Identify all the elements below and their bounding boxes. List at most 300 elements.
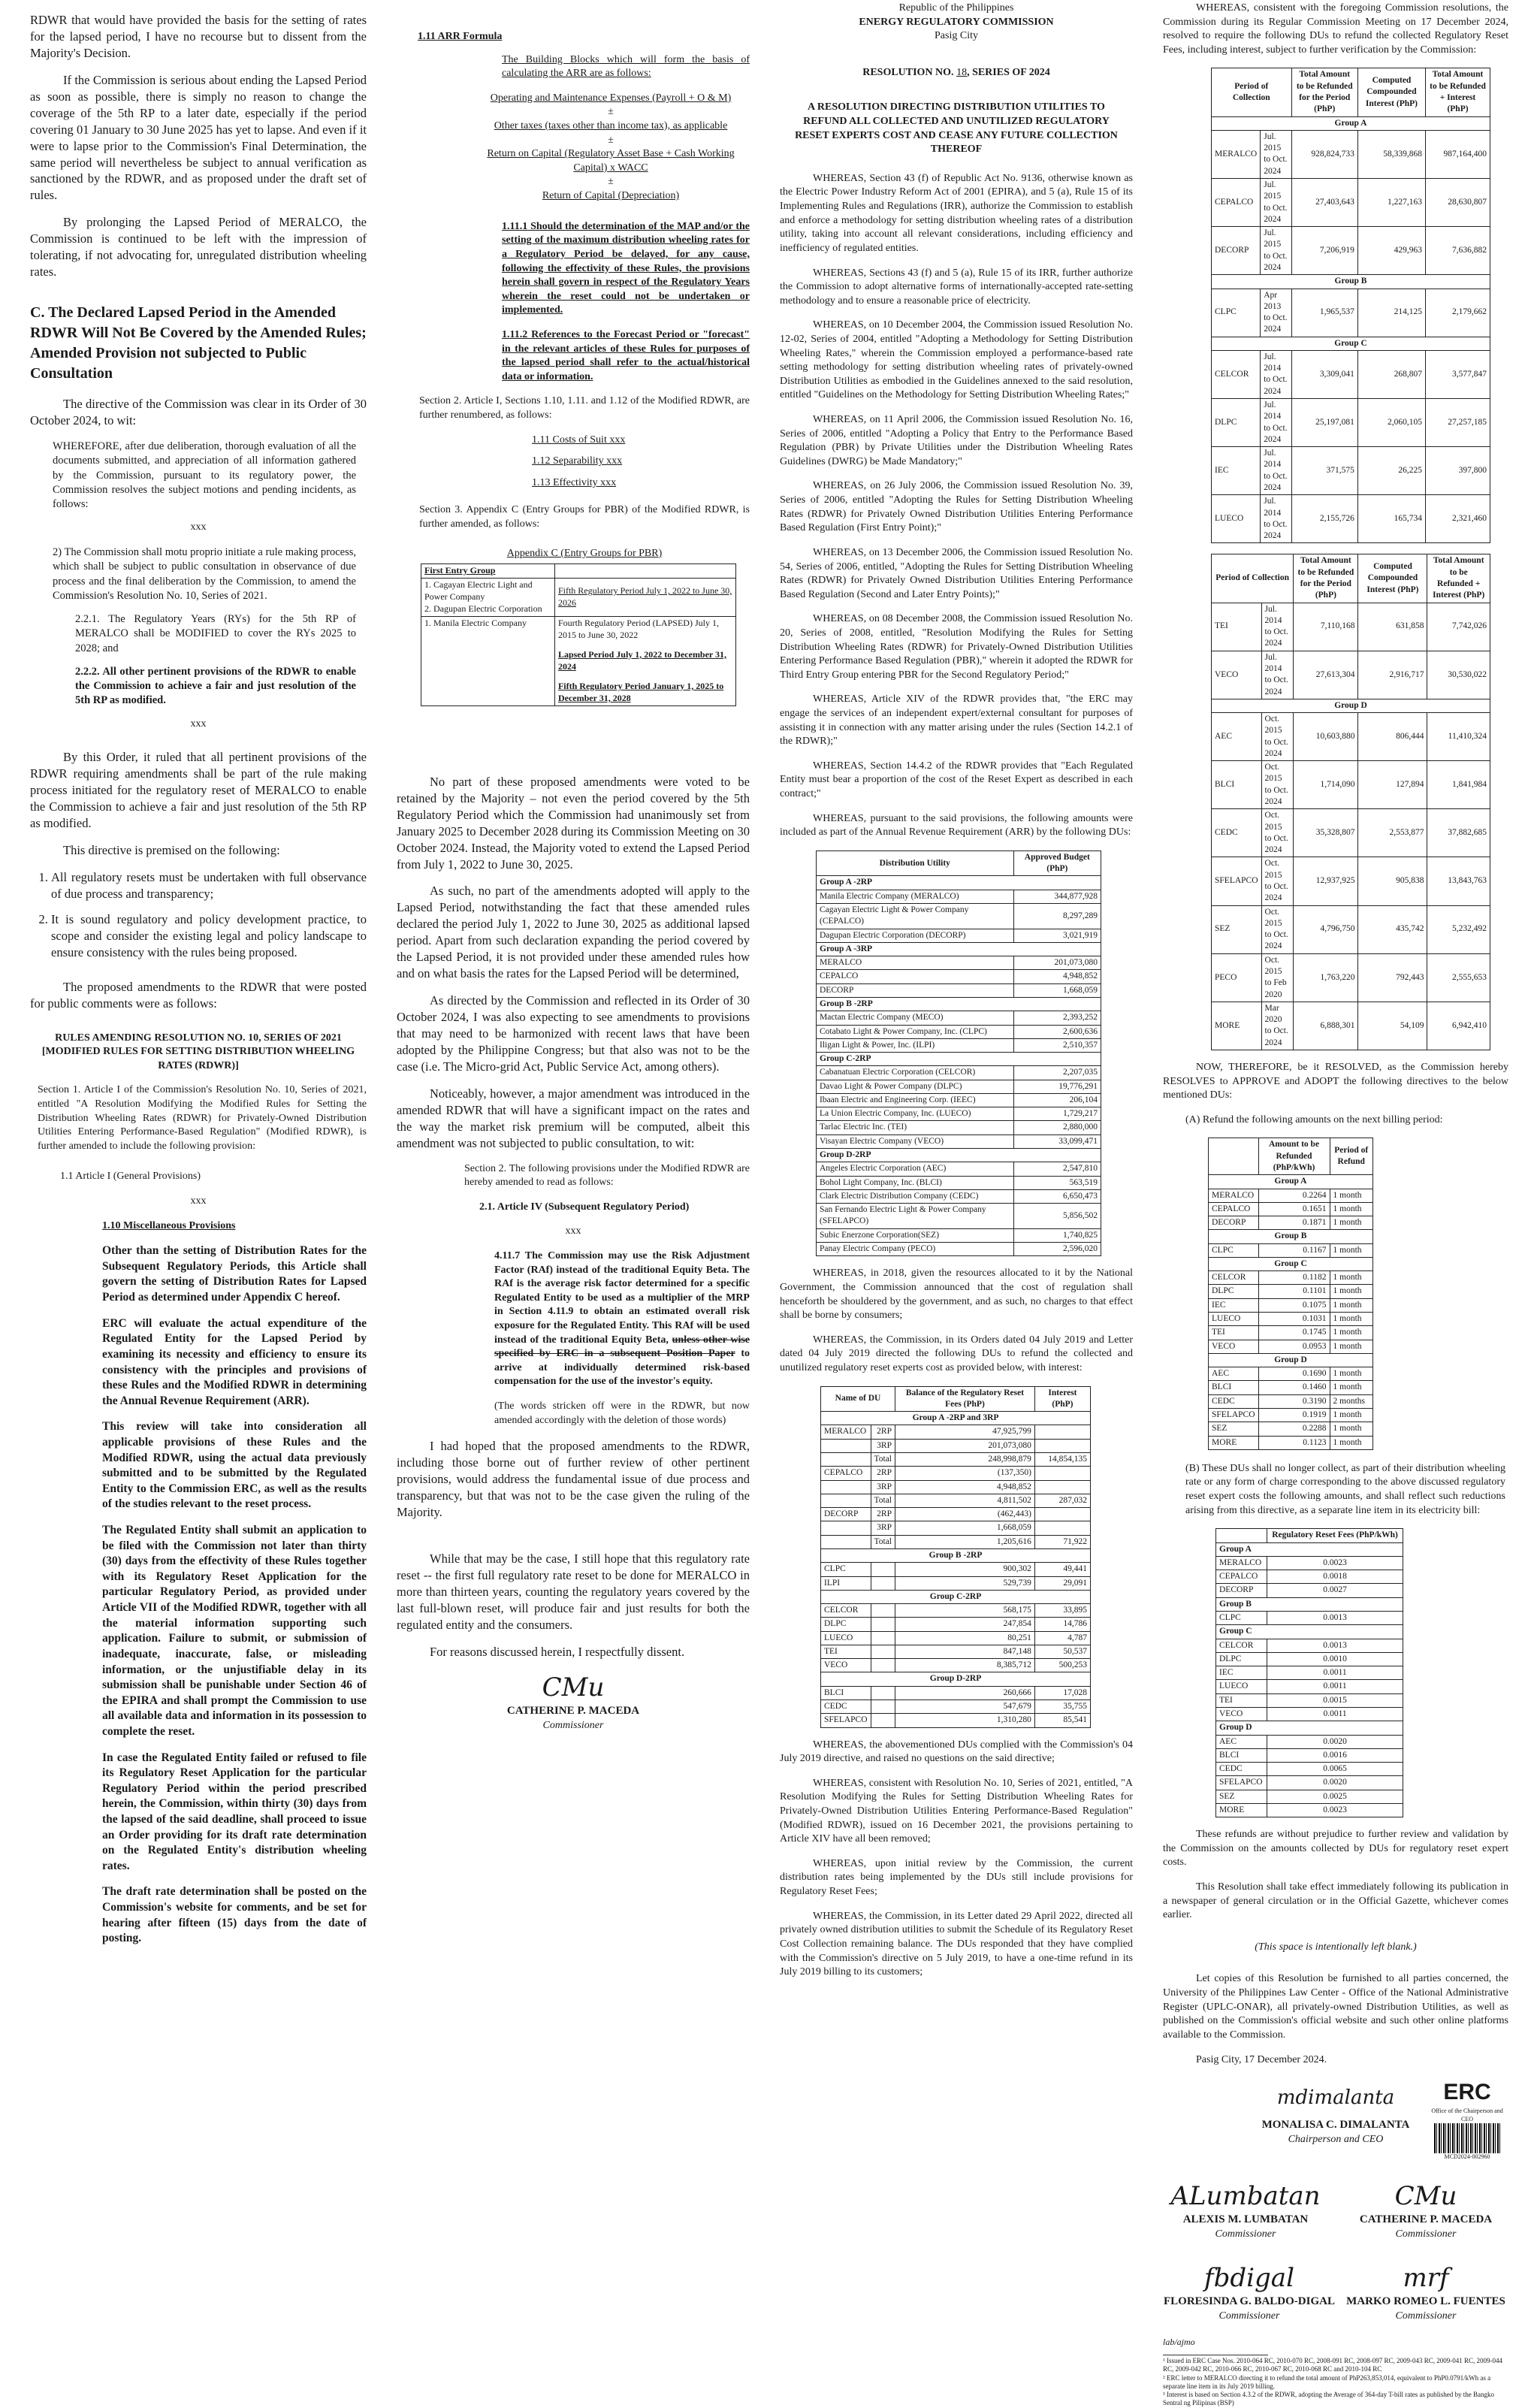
table-cell: DLPC	[1216, 1652, 1267, 1666]
table-cell: 1 month	[1330, 1367, 1373, 1381]
table-row	[817, 1121, 1101, 1135]
section-heading: C. The Declared Lapsed Period in the Amended RDWR Will Not Be Covered by the Amended Rules; Amended Provision not subjected to Public Consultation	[30, 304, 367, 382]
provision: ERC will evaluate the actual expenditure of the Regulated Entity for the Lapsed Period by examining its necessity and efficiency to ensure its consistency with the principles and provisions of these Rules and the Modified RDWR in determining the Annual Revenue Requirement (ARR).	[102, 1316, 367, 1407]
table-cell: 1,668,059	[895, 1521, 1035, 1535]
table-cell: Oct. 2015 to Oct. 2024	[1261, 905, 1294, 953]
ellipsis: xxx	[190, 718, 207, 730]
directive-b: (B) These DUs shall no longer collect, as part of their distribution wheeling rate or any form of charge corresponding to the above discussed regulatory reset expert costs the following amounts, and shall reflect such reductions arising from this directive, as a separate line item in its electricity bill:	[1185, 1462, 1505, 1516]
table-cell: 2,393,252	[1013, 1011, 1101, 1025]
table-cell: 0.0013	[1267, 1639, 1403, 1652]
table-cell: 1,740,825	[1013, 1228, 1101, 1242]
paragraph: No part of these proposed amendments were voted to be retained by the Majority – not even the period covered by the 5th Regulatory Period which the Commission had unanimously set from January 2025 to December 2028 during its Commission Meeting on 30 October 2024. Instead, the Majority voted to extend the Lapsed Period from July 1, 2022 to June 30, 2025.	[397, 774, 750, 872]
table-cell: 5,232,492	[1427, 905, 1490, 953]
table-cell: 2RP	[871, 1508, 895, 1521]
table-row	[1212, 809, 1490, 857]
renumbered-item: 1.12 Separability xxx	[532, 455, 623, 467]
paragraph: This Resolution shall take effect immediately following its publication in a newspaper of general circulation or in the Official Gazette, whichever comes earlier.	[1163, 1881, 1508, 1921]
table-cell: Davao Light & Power Company (DLPC)	[817, 1080, 1014, 1093]
directive-a: (A) Refund the following amounts on the next billing period:	[1185, 1113, 1443, 1125]
barcode-number: MCD2024-002960	[1444, 2153, 1490, 2161]
table-cell: 47,925,799	[895, 1425, 1035, 1439]
letterhead-line: ENERGY REGULATORY COMMISSION	[859, 16, 1054, 28]
table-cell: 568,175	[895, 1604, 1035, 1618]
column-2	[397, 0, 750, 1733]
column-header: Period of Refund	[1330, 1138, 1373, 1175]
letterhead	[780, 2, 1133, 44]
table-cell: DECORP	[1212, 227, 1261, 275]
table-cell: 8,385,712	[895, 1659, 1035, 1672]
letterhead-line: Pasig City	[935, 30, 978, 42]
table-cell: DLPC	[1212, 399, 1261, 447]
table-cell: Group D-2RP	[817, 1149, 1101, 1162]
table-cell: Apr 2013 to Oct. 2024	[1261, 289, 1291, 337]
table-row	[821, 1659, 1091, 1672]
provision: Other than the setting of Distribution Rates for the Subsequent Regulatory Periods, this Article shall govern the setting of Distribution Rates for Lapsed Period as determined under Appendix C hereof.	[102, 1244, 367, 1304]
table-cell: 6,888,301	[1294, 1002, 1358, 1050]
table-cell: 2,179,662	[1425, 289, 1490, 337]
table-cell: 37,882,685	[1427, 809, 1490, 857]
table-row	[821, 1467, 1091, 1480]
table-cell: CELCOR	[1216, 1639, 1267, 1652]
table-row	[817, 1093, 1101, 1107]
whereas-clause: WHEREAS, in 2018, given the resources allocated to it by the National Government, the Commission announced that the cost of regulation shall henceforth be shouldered by the government, and as such, no charges to that effect shall be borne by consumers;	[780, 1267, 1133, 1322]
table-cell: 6,942,410	[1427, 1002, 1490, 1050]
table-cell: Group A -3RP	[817, 942, 1101, 956]
table-cell: 0.0953	[1258, 1340, 1330, 1353]
table-cell: 25,197,081	[1291, 399, 1357, 447]
table-row	[817, 1189, 1101, 1203]
table-row	[1216, 1556, 1403, 1570]
table-cell: 2,547,810	[1013, 1162, 1101, 1176]
table-row	[817, 1025, 1101, 1038]
table-row	[821, 1480, 1091, 1494]
table-cell: VECO	[1209, 1340, 1259, 1353]
table-row	[821, 1700, 1091, 1714]
table-cell: CELCOR	[821, 1604, 871, 1618]
table-row	[817, 1176, 1101, 1189]
table-cell: 847,148	[895, 1645, 1035, 1658]
table-row	[821, 1535, 1091, 1548]
table-cell: 397,800	[1425, 447, 1490, 495]
table-cell: CLPC	[1209, 1243, 1259, 1257]
table-cell: Group C	[1216, 1625, 1403, 1639]
table-cell	[1034, 1439, 1090, 1452]
table-row	[1212, 178, 1490, 226]
table-row	[1209, 1189, 1373, 1202]
resolution-clause: NOW, THEREFORE, be it RESOLVED, as the Commission hereby RESOLVES to APPROVE and ADOPT the following directives to the below mentioned DUs:	[1163, 1061, 1508, 1101]
table-row	[821, 1672, 1091, 1686]
signatory-name: CATHERINE P. MACEDA	[506, 1704, 640, 1717]
section-1: Section 1. Article I of the Commission's Resolution No. 10, Series of 2021, entitled "A Resolution Modifying the Modified Rules for Setting the Distribution Wheeling Rates (RDWR) for Privately-Owned Distribution Utilities Entering Performance-Based Regulation" (Modified RDWR), is further amended to include the following provision:	[38, 1084, 367, 1152]
table-cell: Group A	[1212, 116, 1490, 130]
paragraph: By prolonging the Lapsed Period of MERALCO, the Commission is continued to be left with the impression of tolerating, if not advocating for, unregulated distribution wheeling rates.	[30, 215, 367, 279]
signature: mrf	[1403, 2262, 1449, 2293]
formula-term: Return on Capital (Regulatory Asset Base + Cash Working Capital) x WACC	[487, 148, 735, 174]
whereas-clause: WHEREAS, on 11 April 2006, the Commission issued Resolution No. 16, Series of 2006, entitled "Adopting a Policy that Entry to the Performance Based Regulation (PBR) by Private Utilities under the Distribution Wheeling Rates Guidelines (DWRG) be Made Mandatory;"	[780, 414, 1133, 467]
table-cell	[1034, 1521, 1090, 1535]
table-row	[1209, 1230, 1373, 1243]
table-cell: Group A -2RP	[817, 876, 1101, 890]
table-cell: Oct. 2015 to Oct. 2024	[1261, 761, 1294, 809]
table-cell: SEZ	[1212, 905, 1262, 953]
table-cell: CEPALCO	[821, 1467, 871, 1480]
refund-2019-table	[820, 1386, 1091, 1728]
table-cell: 7,206,919	[1291, 227, 1357, 275]
paragraph: Let copies of this Resolution be furnished to all parties concerned, the University of the Philippines Law Center - Office of the National Administrative Register (UPLC-ONAR), all privately-owned Distribution Utilities, as well as published on the Commission's official website and such other online platforms available to the Commission.	[1163, 1973, 1508, 2041]
footnotes	[1163, 2357, 1508, 2408]
column-header: Total Amount to be Refunded + Interest (PhP)	[1425, 68, 1490, 116]
subsection-heading: 1.11 ARR Formula	[418, 31, 503, 42]
table-cell	[1034, 1467, 1090, 1480]
table-cell: SFELAPCO	[821, 1714, 871, 1727]
table-cell: VECO	[1216, 1707, 1267, 1721]
table-cell: 287,032	[1034, 1494, 1090, 1507]
table-cell: MORE	[1212, 1002, 1262, 1050]
table-cell: 500,253	[1034, 1659, 1090, 1672]
table-row	[821, 1645, 1091, 1658]
text: to arrive at individually determined risk-based compensation for the use of the investor's equity.	[494, 1348, 750, 1388]
table-cell: Group D	[1212, 699, 1490, 712]
table-cell: 547,679	[895, 1700, 1035, 1714]
column-header: Interest (PhP)	[1034, 1386, 1090, 1412]
paragraph: For reasons discussed herein, I respectfully dissent.	[430, 1644, 685, 1659]
table-cell: 14,786	[1034, 1618, 1090, 1631]
table-cell: 49,441	[1034, 1563, 1090, 1576]
table-cell	[871, 1659, 895, 1672]
table-cell	[821, 1439, 871, 1452]
provision: The draft rate determination shall be posted on the Commission's website for comments, and be set for hearing after fifteen (15) days from the date of posting.	[102, 1885, 367, 1945]
table-row	[1209, 1175, 1373, 1189]
signature: fbdigal	[1204, 2262, 1294, 2293]
table-cell: 631,858	[1358, 603, 1427, 651]
table-cell: 0.1167	[1258, 1243, 1330, 1257]
erc-seal	[1426, 2077, 1508, 2162]
table-cell: 0.0023	[1267, 1556, 1403, 1570]
table-cell: 201,073,080	[1013, 956, 1101, 970]
table-cell: 33,895	[1034, 1604, 1090, 1618]
table-row	[817, 997, 1101, 1011]
table-row	[817, 1011, 1101, 1025]
typist-initials: lab/ajmo	[1163, 2337, 1195, 2348]
table-cell	[1034, 1508, 1090, 1521]
table-cell	[871, 1604, 895, 1618]
text: 4.11.7 The Commission may use the Risk Adjustment Factor (RAf) instead of the traditional Equity Beta. The RAf is the average risk factor determined for a specific Regulated Entity to be used as a multiplier of the MRP in Section 4.11.9 to obtain an estimated overall risk exposure for the Regulated Entity. This RAf will be used instead of the traditional Equity Beta,	[494, 1249, 750, 1346]
table-cell: Oct. 2015 to Oct. 2024	[1261, 809, 1294, 857]
table-cell: 3RP	[871, 1521, 895, 1535]
table-row	[1216, 1680, 1403, 1693]
whereas-clause: WHEREAS, Sections 43 (f) and 5 (a), Rule 15 of its IRR, further authorize the Commission to adopt alternative forms of internationally-accepted rate-setting methodology and to ensure a reasonable price of electricity.	[780, 267, 1133, 307]
table-row	[1212, 227, 1490, 275]
table-cell: 2,600,636	[1013, 1025, 1101, 1038]
table-cell: Group B	[1216, 1597, 1403, 1611]
table-row	[817, 983, 1101, 997]
whereas-clause: WHEREAS, on 13 December 2006, the Commission issued Resolution No. 54, Series of 2006, entitled, "Adopting the Rules for Setting Distribution Wheeling Rates (RDWR) for Privately Owned Distribution Utilities Entering Performance Based Regulation (Second and Later Entry Points);"	[780, 546, 1133, 600]
table-cell: Group C	[1209, 1257, 1373, 1270]
table-cell: 1,965,537	[1291, 289, 1357, 337]
table-cell: Jul. 2014 to Oct. 2024	[1261, 495, 1291, 543]
paragraph: As such, no part of the amendments adopted will apply to the Lapsed Period, notwithstanding the fact that these amended rules declared the period July 1, 2022 to June 30, 2025 as additional lapsed period. Apart from such declaration expanding the period covered by the Lapsed Period, it is not provided under these amended rules how and on what basis the rates for the Lapsed Period will be determined,	[397, 884, 750, 981]
column-header: Amount to be Refunded (PhP/kWh)	[1258, 1138, 1330, 1175]
table-row	[1212, 651, 1490, 699]
table-cell: 1 month	[1330, 1422, 1373, 1436]
table-cell: DECORP	[1209, 1216, 1259, 1230]
table-row	[1212, 713, 1490, 761]
table-cell: Group B	[1212, 275, 1490, 289]
table-cell: 987,164,400	[1425, 130, 1490, 178]
table-cell: 429,963	[1357, 227, 1425, 275]
table-row	[1212, 116, 1490, 130]
table-cell: 4,948,852	[1013, 970, 1101, 983]
table-cell: MERALCO	[1209, 1189, 1259, 1202]
column-header: Period of Collection	[1212, 68, 1292, 116]
table-cell: 1 month	[1330, 1381, 1373, 1394]
table-cell: 0.1075	[1258, 1298, 1330, 1312]
table-cell: 4,796,750	[1294, 905, 1358, 953]
signatory-name: ALEXIS M. LUMBATAN	[1182, 2213, 1309, 2226]
table-cell: CEDC	[1212, 809, 1262, 857]
table-row	[1209, 1202, 1373, 1216]
footnote: ¹ Issued in ERC Case Nos. 2010-064 RC, 2010-070 RC, 2008-091 RC, 2008-097 RC, 2009-043 RC, 2009-041 RC, 2009-044 RC, 2009-042 RC, 2010-066 RC, 2010-067 RC, 2010-068 RC and 2010-104 RC	[1163, 2357, 1502, 2373]
table-cell	[871, 1714, 895, 1727]
table-row	[817, 903, 1101, 929]
signatory-name: FLORESINDA G. BALDO-DIGAL	[1164, 2295, 1335, 2307]
table-cell: 1 month	[1330, 1202, 1373, 1216]
table-cell: 1,714,090	[1294, 761, 1358, 809]
table-row	[821, 1618, 1091, 1631]
table-cell: 1 month	[1330, 1243, 1373, 1257]
table-cell: SEZ	[1209, 1422, 1259, 1436]
table-cell: Angeles Electric Corporation (AEC)	[817, 1162, 1014, 1176]
table-cell: 28,630,807	[1425, 178, 1490, 226]
signature: CMu	[1394, 2181, 1457, 2212]
formula-term: Other taxes (taxes other than income tax), as applicable	[494, 120, 728, 132]
table-cell: Jul. 2014 to Oct. 2024	[1261, 651, 1294, 699]
table-row	[1216, 1625, 1403, 1639]
text: , SERIES OF 2024	[967, 66, 1050, 78]
table-cell: CLPC	[821, 1563, 871, 1576]
table-cell: Group B	[1209, 1230, 1373, 1243]
table-cell: 1. Manila Electric Company	[421, 617, 555, 706]
quote: 2.1. Article IV (Subsequent Regulatory Period)	[479, 1201, 690, 1213]
period: Lapsed Period July 1, 2022 to December 31, 2024	[557, 649, 727, 672]
table-row	[1212, 275, 1490, 289]
table-cell: 27,257,185	[1425, 399, 1490, 447]
table-cell: 11,410,324	[1427, 713, 1490, 761]
table-cell: 3,577,847	[1425, 350, 1490, 398]
table-cell: 0.0027	[1267, 1584, 1403, 1597]
table-row	[1216, 1707, 1403, 1721]
table-cell: 0.0025	[1267, 1790, 1403, 1803]
table-cell: VECO	[1212, 651, 1262, 699]
table-row	[1209, 1409, 1373, 1422]
column-header: Regulatory Reset Fees (PhP/kWh)	[1267, 1529, 1403, 1542]
table-row	[817, 1053, 1101, 1066]
table-row	[1212, 905, 1490, 953]
table-cell: IEC	[1216, 1666, 1267, 1680]
whereas-clause: WHEREAS, on 08 December 2008, the Commission issued Resolution No. 20, Series of 2008, entitled, "Resolution Modifying the Rules for Setting Distribution Wheeling Rates (RDWR) for Privately-Owned Distribution Utilities Entering Performance Based Regulation (PBR)," wherein it adopted the RDWR for Third Entry Group entering PBR for the Second Regulatory Period;"	[780, 613, 1133, 681]
table-cell: 0.1031	[1258, 1313, 1330, 1326]
table-cell: 1,205,616	[895, 1535, 1035, 1548]
refund-2024-table-1	[1211, 68, 1490, 543]
table-cell: DECORP	[817, 983, 1014, 997]
paragraph: By this Order, it ruled that all pertinent provisions of the RDWR requiring amendments shall be part of the rule making process initiated for the regulatory reset of MERALCO to enable the Commission to achieve a fair and just resolution of the 5th RP as modified.	[30, 750, 367, 831]
table-cell: Clark Electric Distribution Company (CEDC)	[817, 1189, 1014, 1203]
table-row	[821, 1563, 1091, 1576]
column-header: Computed Compounded Interest (PhP)	[1358, 554, 1427, 603]
table-cell: 71,922	[1034, 1535, 1090, 1548]
appendix-title: Appendix C (Entry Groups for PBR)	[506, 547, 663, 559]
table-row	[1216, 1597, 1403, 1611]
table-row	[1216, 1570, 1403, 1584]
paragraph: The proposed amendments to the RDWR that were posted for public comments were as follows:	[30, 979, 367, 1011]
table-row	[817, 1135, 1101, 1148]
reset-fee-table	[1215, 1528, 1403, 1817]
table-cell: 0.0011	[1267, 1666, 1403, 1680]
quote: 2.2.2. All other pertinent provisions of the RDWR to enable the Commission to achieve a fair and just resolution of the 5th RP as modified.	[75, 665, 356, 707]
table-cell: 33,099,471	[1013, 1135, 1101, 1148]
table-cell: 7,110,168	[1294, 603, 1358, 651]
table-cell	[554, 617, 735, 706]
table-cell: 2,555,653	[1427, 953, 1490, 1002]
table-cell: (137,350)	[895, 1467, 1035, 1480]
table-cell: (462,443)	[895, 1508, 1035, 1521]
paragraph: I had hoped that the proposed amendments to the RDWR, including those borne out of further review of other pertinent provisions, would address the fundamental issue of due process and transparency, but that was not to be the case given the ruling of the Majority.	[397, 1439, 750, 1519]
table-cell: Panay Electric Company (PECO)	[817, 1243, 1014, 1256]
table-cell: 0.0015	[1267, 1693, 1403, 1707]
table-cell: Jul. 2015 to Oct. 2024	[1261, 227, 1291, 275]
provision: 1.11.1 Should the determination of the MAP and/or the setting of the maximum distribution wheeling rates for a Regulatory Period be delayed, for any cause, following the effectivity of these Rules, the provisions herein shall govern in respect of the Regulatory Years wherein the reset could not be undertaken or implemented.	[502, 220, 750, 316]
paragraph: Noticeably, however, a major amendment was introduced in the amended RDWR that will have a significant impact on the rates and the way the market risk premium will be computed, albeit this amendment was not subjected to public consultation, to wit:	[397, 1086, 750, 1150]
table-cell: TEI	[1216, 1693, 1267, 1707]
signatory-name: MARKO ROMEO L. FUENTES	[1346, 2295, 1505, 2307]
table-row	[1209, 1257, 1373, 1270]
table-cell: LUECO	[1209, 1313, 1259, 1326]
signature: ALumbatan	[1170, 2181, 1321, 2212]
period: Fourth Regulatory Period (LAPSED) July 1, 2015 to June 30, 2022	[557, 618, 719, 641]
table-cell: 1 month	[1330, 1216, 1373, 1230]
table-cell: Jul. 2014 to Oct. 2024	[1261, 399, 1291, 447]
letterhead-line: Republic of the Philippines	[898, 2, 1014, 14]
table-cell: 2,155,726	[1291, 495, 1357, 543]
table-cell: 0.1101	[1258, 1285, 1330, 1298]
table-row	[1216, 1584, 1403, 1597]
table-row	[1209, 1216, 1373, 1230]
refund-rate-table	[1208, 1138, 1373, 1449]
list-item: 1. All regulatory resets must be undertaken with full observance of due process and transparency;	[51, 869, 367, 902]
table-cell: 0.0020	[1267, 1776, 1403, 1790]
whereas-clause: WHEREAS, on 10 December 2004, the Commission issued Resolution No. 12-02, Series of 2004, entitled "Adopting a Methodology for Setting Distribution Wheeling Rates," wherein the Commission employed a performance-based rate setting methodology for setting distribution wheeling rates of privately-owned Distribution Utilities as embodied in the Guidelines annexed to the said resolution, entitled "Guidelines on the Methodology for Setting Distribution Wheeling Rates;"	[780, 319, 1133, 401]
table-cell: 127,894	[1358, 761, 1427, 809]
whereas-clause: WHEREAS, Article XIV of the RDWR provides that, "the ERC may engage the services of an independent expert/external consultant for purposes of assisting it in connection with any matter arising under the rules (Section 14.2.1 of the RDWR);"	[780, 693, 1133, 748]
table-cell: 2,880,000	[1013, 1121, 1101, 1135]
table-cell: Total	[871, 1494, 895, 1507]
table-cell: CEDC	[1209, 1394, 1259, 1408]
whereas-clause: WHEREAS, upon initial review by the Commission, the current distribution rates being implemented by the DUs still include provisions for Regulatory Reset Fees;	[780, 1857, 1133, 1898]
table-row	[817, 956, 1101, 970]
table-row	[1216, 1735, 1403, 1748]
table-cell: MERALCO	[817, 956, 1014, 970]
table-row	[1209, 1381, 1373, 1394]
table-cell: 3,021,919	[1013, 929, 1101, 942]
seal-subtitle: Office of the Chairperson and CEO	[1431, 2107, 1503, 2122]
table-cell: Fifth Regulatory Period July 1, 2022 to June 30, 2026	[554, 579, 735, 617]
table-cell: LUECO	[821, 1631, 871, 1645]
table-cell: Dagupan Electric Corporation (DECORP)	[817, 929, 1014, 942]
table-row	[817, 929, 1101, 942]
table-cell: Visayan Electric Company (VECO)	[817, 1135, 1014, 1148]
table-cell: 0.1690	[1258, 1367, 1330, 1381]
table-cell: SEZ	[1216, 1790, 1267, 1803]
paragraph: The directive of the Commission was clear in its Order of 30 October 2024, to wit:	[30, 397, 367, 428]
table-cell: AEC	[1212, 713, 1262, 761]
renumbered-item: 1.11 Costs of Suit xxx	[532, 434, 626, 446]
section-3: Section 3. Appendix C (Entry Groups for PBR) of the Modified RDWR, is further amended, as follows:	[419, 504, 750, 530]
table-cell: CELCOR	[1212, 350, 1261, 398]
table-cell: IEC	[1209, 1298, 1259, 1312]
table-cell: 0.0065	[1267, 1763, 1403, 1776]
table-cell: LUECO	[1216, 1680, 1267, 1693]
formula-operator: ±	[608, 106, 614, 118]
table-row	[821, 1452, 1091, 1466]
table-cell: SFELAPCO	[1212, 857, 1262, 905]
table-row	[817, 876, 1101, 890]
table-cell	[1034, 1480, 1090, 1494]
table-cell: TEI	[1212, 603, 1262, 651]
table-row	[817, 1038, 1101, 1052]
table-cell: DECORP	[1216, 1584, 1267, 1597]
appendix-c-table	[421, 563, 736, 706]
ellipsis: xxx	[565, 1225, 581, 1237]
table-cell: 50,537	[1034, 1645, 1090, 1658]
table-row	[1209, 1313, 1373, 1326]
table-cell	[871, 1686, 895, 1699]
table-row	[1212, 603, 1490, 651]
table-row	[821, 1548, 1091, 1562]
table-cell: Jul. 2015 to Oct. 2024	[1261, 130, 1291, 178]
table-cell: Iligan Light & Power, Inc. (ILPI)	[817, 1038, 1014, 1052]
table-cell	[821, 1452, 871, 1466]
whereas-clause: WHEREAS, consistent with Resolution No. 10, Series of 2021, entitled, "A Resolution Modifying the Rules for Setting Distribution Wheeling Rates for Privately-Owned Distribution Utilities Entering Performance-Based Regulation" (Modified RDWR), issued on 16 December 2021, the provisions pertaining to Article XIV have all been removed;	[780, 1777, 1133, 1845]
rules-title: RULES AMENDING RESOLUTION NO. 10, SERIES OF 2021 [MODIFIED RULES FOR SETTING DISTRIBUTION WHEELING RATES (RDWR)]	[41, 1032, 355, 1071]
table-row	[1209, 1271, 1373, 1285]
approved-budget-table	[816, 851, 1101, 1256]
table-row	[1212, 761, 1490, 809]
premise-list	[30, 869, 367, 961]
table-cell: First Entry Group	[421, 564, 555, 579]
paragraph: The Building Blocks which will form the basis of calculating the ARR are as follows:	[502, 53, 750, 80]
signatory-name: CATHERINE P. MACEDA	[1359, 2213, 1493, 2226]
table-cell	[821, 1535, 871, 1548]
table-cell: 1 month	[1330, 1313, 1373, 1326]
table-cell: BLCI	[1216, 1748, 1267, 1762]
table-cell	[871, 1700, 895, 1714]
table-cell: 1 month	[1330, 1326, 1373, 1340]
table-cell: 26,225	[1357, 447, 1425, 495]
table-cell: 58,339,868	[1357, 130, 1425, 178]
table-cell: 0.0011	[1267, 1707, 1403, 1721]
table-cell: AEC	[1216, 1735, 1267, 1748]
table-cell: 905,838	[1358, 857, 1427, 905]
table-cell: 1 month	[1330, 1436, 1373, 1449]
table-cell: 54,109	[1358, 1002, 1427, 1050]
table-cell: DECORP	[821, 1508, 871, 1521]
table-cell: 792,443	[1358, 953, 1427, 1002]
table-cell: 1 month	[1330, 1189, 1373, 1202]
quote: Section 2. The following provisions under the Modified RDWR are hereby amended to read as follows:	[464, 1162, 750, 1189]
column-header: Distribution Utility	[817, 851, 1014, 876]
table-cell: BLCI	[1212, 761, 1262, 809]
table-cell	[871, 1576, 895, 1590]
